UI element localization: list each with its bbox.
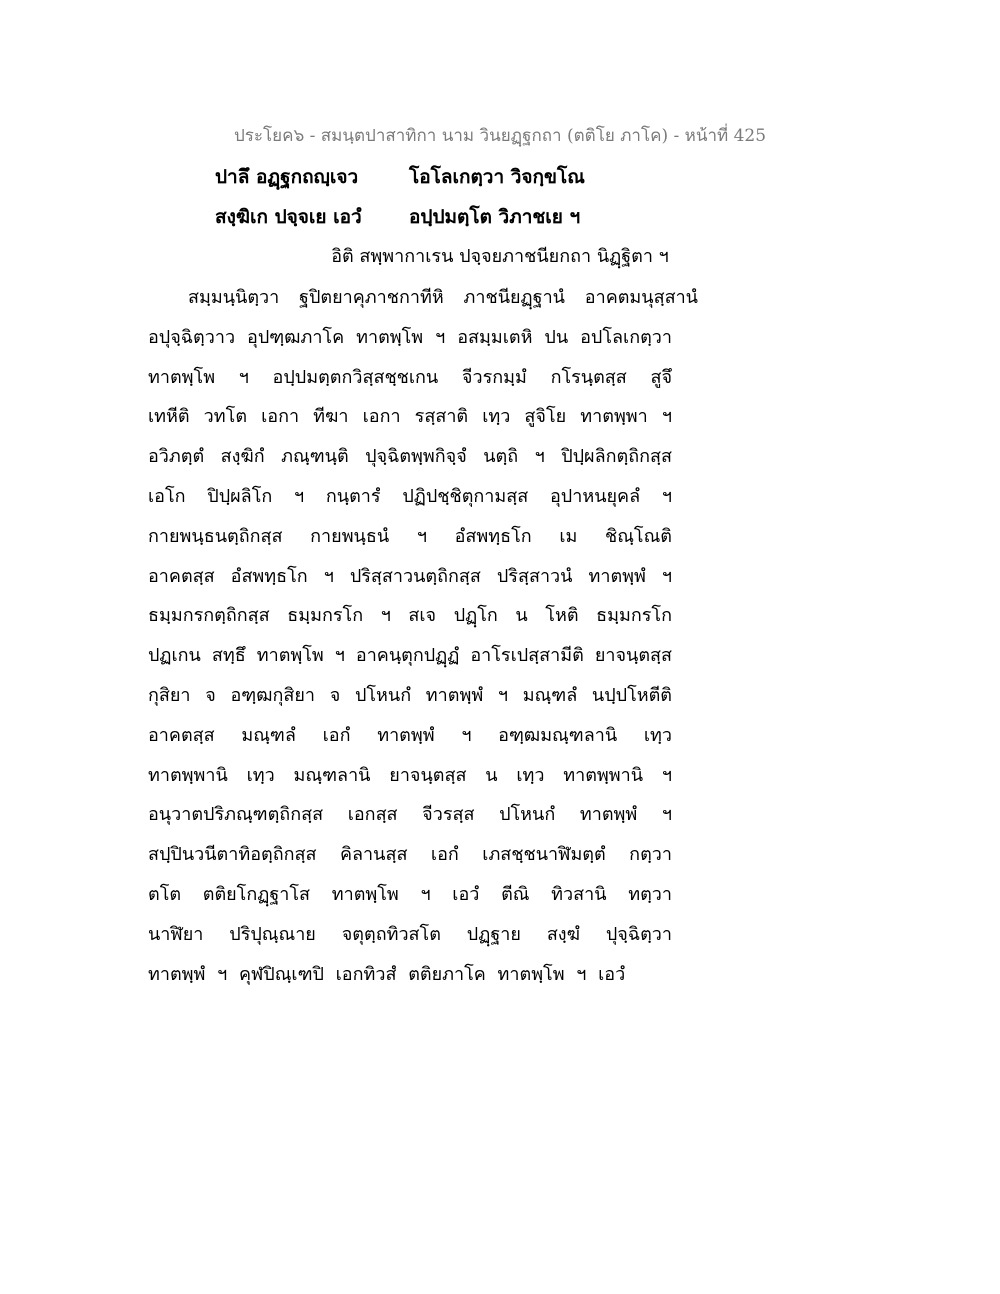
text-line: อาคตสฺส มณฺฑลํ เอกํ ทาตพฺพํ ฯ อฑฺฒมณฺฑลานิ เทฺว	[148, 724, 672, 746]
text-line: อาคตสฺส อํสพทฺธโก ฯ ปริสฺสาวนตฺถิกสฺส ปริสฺสาวนํ ทาตพฺพํ ฯ	[148, 565, 672, 587]
text-line: ทาตพฺพํ ฯ คุฬปิณฺเฑปิ เอกทิวสํ ตติยภาโค ทาตพฺโพ ฯ เอวํ	[148, 963, 626, 985]
running-header: ประโยค๖ - สมนฺตปาสาทิกา นาม วินยฏฺฐกถา (ตติโย ภาโค) - หน้าที่ 425	[233, 126, 767, 146]
text-line: เทหีติ วทโต เอกา ทีฆา เอกา รสฺสาติ เทฺว สูจิโย ทาตพฺพา ฯ	[148, 406, 672, 428]
text-line: สมฺมนฺนิตฺวา ฐปิตยาคุภาชกาทีหิ ภาชนียฏฺฐานํ อาคตมนุสฺสานํ	[188, 287, 698, 308]
text-line: อนุวาตปริภณฺฑตฺถิกสฺส เอกสฺส จีวรสฺส ปโหนกํ ทาตพฺพํ ฯ	[148, 804, 672, 826]
section-conclusion: อิติ สพฺพากาเรน ปจฺจยภาชนียกถา นิฏฺฐิตา ฯ	[331, 246, 669, 267]
verse-line-2-first-half: สงฺฆิเก ปจฺจเย เอวํ	[215, 206, 362, 228]
text-line: อวิภตฺตํ สงฺฆิกํ ภณฺฑนฺติ ปุจฺฉิตพฺพกิจฺจํ นตฺถิ ฯ ปิปฺผลิกตฺถิกสฺส	[148, 446, 672, 468]
text-line: เอโก ปิปฺผลิโก ฯ กนฺตารํ ปฏิปชฺชิตุกามสฺส อุปาหนยุคลํ ฯ	[148, 485, 672, 507]
text-line: สปฺปินวนีตาทิอตฺถิกสฺส คิลานสฺส เอกํ เภสชฺชนาฬิมตฺตํ กตฺวา	[148, 844, 672, 866]
verse-line-1-second-half: โอโลเกตฺวา วิจกฺขโณ	[409, 166, 585, 188]
text-line: ตโต ตติยโกฏฺฐาโส ทาตพฺโพ ฯ เอวํ ตีณิ ทิวสานิ ทตฺวา	[148, 883, 672, 905]
verse-line-2-second-half: อปฺปมตฺโต วิภาชเย ฯ	[409, 206, 581, 228]
text-line: กุสิยา จ อฑฺฒกุสิยา จ ปโหนกํ ทาตพฺพํ ฯ มณฺฑลํ นปฺปโหตีติ	[148, 684, 672, 706]
text-line: ทาตพฺพานิ เทฺว มณฺฑลานิ ยาจนฺตสฺส น เทฺว ทาตพฺพานิ ฯ	[148, 764, 672, 786]
verse-line-1-first-half: ปาลึ อฏฺฐกถญฺเจว	[215, 166, 359, 188]
body-paragraph	[148, 284, 698, 1000]
text-line: อปุจฺฉิตฺวาว อุปฑฺฒภาโค ทาตพฺโพ ฯ อสมฺมเตหิ ปน อปโลเกตฺวา	[148, 326, 672, 348]
text-line: นาฬิยา ปริปุณฺณาย จตุตฺถทิวสโต ปฏฺฐาย สงฺฆํ ปุจฺฉิตฺวา	[148, 923, 672, 945]
text-line: ทาตพฺโพ ฯ อปฺปมตฺตกวิสฺสชฺชเกน จีวรกมฺมํ กโรนฺตสฺส สูจึ	[148, 366, 672, 388]
text-line: กายพนฺธนตฺถิกสฺส กายพนฺธนํ ฯ อํสพทฺธโก เม ชิณฺโณติ	[148, 525, 672, 547]
text-line: ธมฺมกรกตฺถิกสฺส ธมฺมกรโก ฯ สเจ ปฏฺโก น โหติ ธมฺมกรโก	[148, 605, 672, 627]
text-line: ปฏเกน สทฺธึ ทาตพฺโพ ฯ อาคนฺตุกปฏฺฏํ อาโรเปสฺสามีติ ยาจนฺตสฺส	[148, 645, 672, 667]
